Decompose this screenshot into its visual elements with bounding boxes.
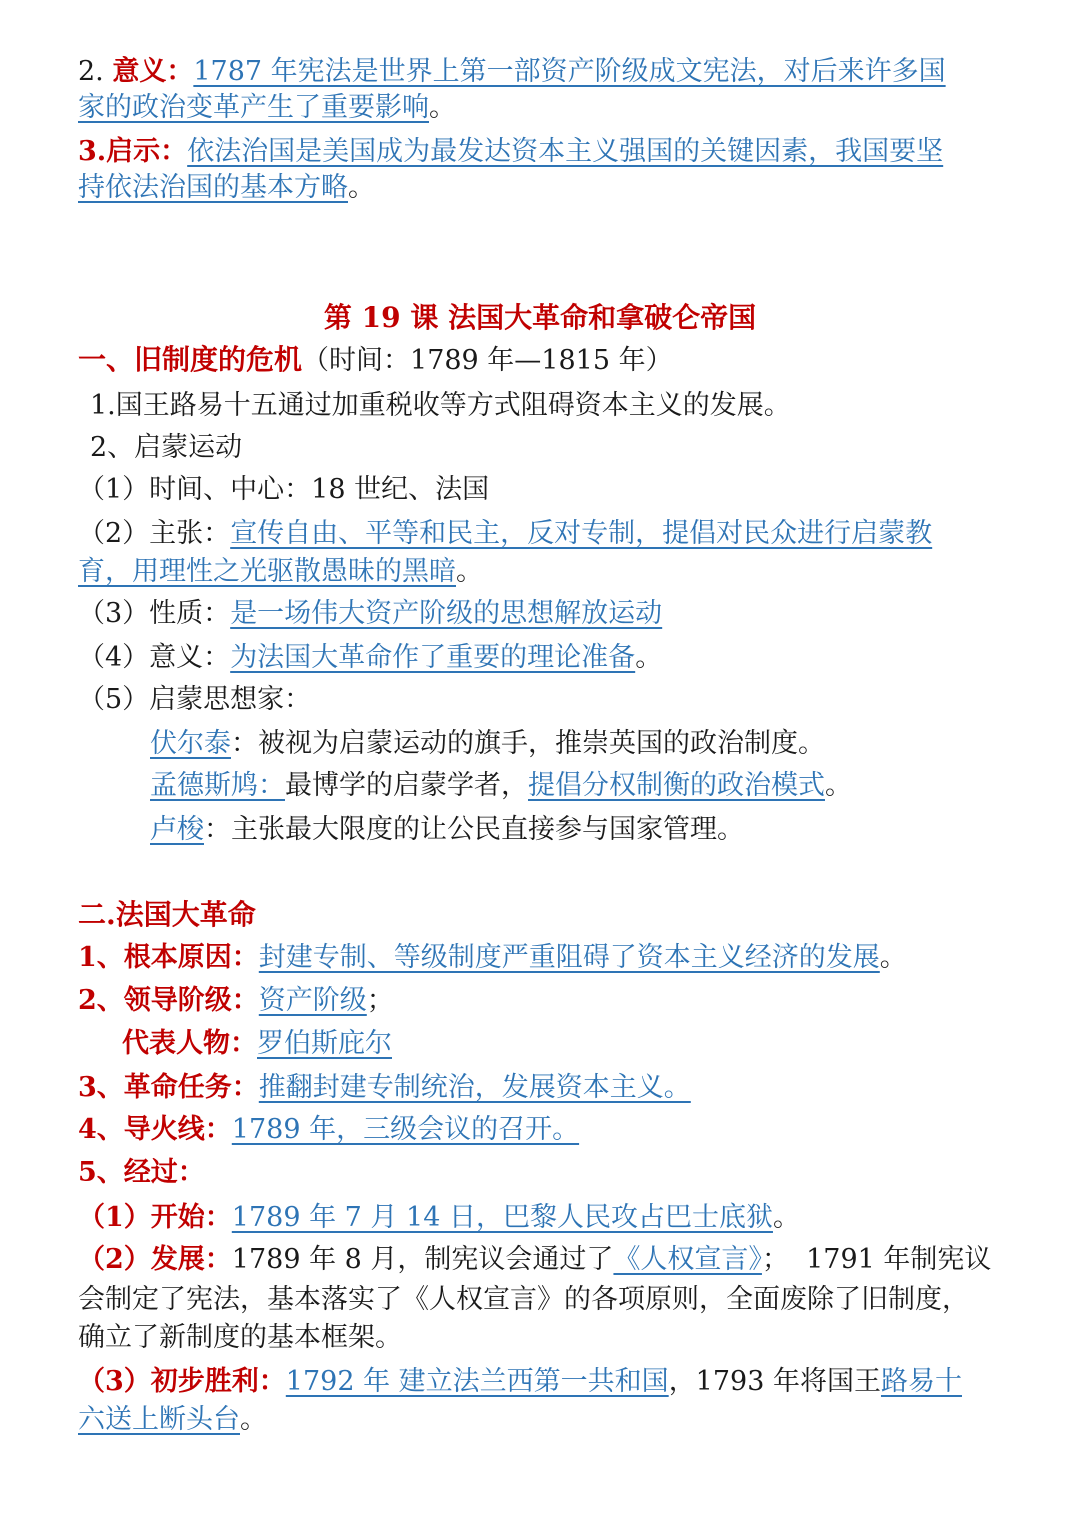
p5-text: 是一场伟大资产阶级的思想解放运动 — [230, 598, 663, 629]
r1-end: 。 — [879, 942, 907, 973]
section-2-title: 二.法国大革命 — [78, 898, 256, 931]
thinker-1-text: ：被视为启蒙运动的旗手，推崇英国的政治制度。 — [231, 728, 825, 759]
s2-link: 《人权宣言》 — [613, 1244, 762, 1275]
section-2-r6 — [78, 1153, 1008, 1193]
s1-end: 。 — [772, 1202, 800, 1233]
item-3-end: 。 — [348, 172, 375, 203]
thinker-montesquieu — [150, 766, 1080, 806]
thinker-2-link: 提倡分权制衡的政治模式 — [528, 770, 825, 801]
p4-end: 。 — [456, 556, 483, 587]
section-2-s2-line-3: 确立了新制度的基本框架。 — [78, 1322, 402, 1353]
section-2-s3-line-2 — [78, 1400, 1008, 1440]
item-2-end: 。 — [429, 92, 456, 123]
thinker-2-text: 最博学的启蒙学者， — [285, 770, 528, 801]
r4-text: 推翻封建专制统治，发展资本主义。 — [258, 1072, 691, 1103]
thinker-1-name: 伏尔泰 — [150, 728, 231, 759]
r2-text: 资产阶级 — [258, 985, 367, 1016]
s3-link-a: 1792 年 建立法兰西第一共和国 — [285, 1366, 669, 1397]
thinker-voltaire — [150, 724, 1080, 764]
item-3-label: 3.启示： — [78, 136, 188, 167]
r3-text: 罗伯斯庇尔 — [257, 1028, 392, 1059]
section-2-heading — [78, 895, 1008, 936]
p4-text-b: 育，用理性之光驱散愚昧的黑暗 — [78, 556, 456, 587]
item-2-label: 意义： — [112, 56, 194, 87]
thinker-rousseau — [150, 810, 1080, 850]
p6-label: （4）意义： — [78, 642, 231, 673]
section-2-r2 — [78, 981, 1008, 1021]
item-2-line-1 — [78, 52, 1008, 92]
item-3-text-b: 持依法治国的基本方略 — [78, 172, 348, 203]
s1-text: 1789 年 7 月 14 日，巴黎人民攻占巴士底狱 — [231, 1202, 773, 1233]
section-2-r3 — [122, 1024, 1052, 1064]
section-2-s3-line-1 — [78, 1362, 1008, 1402]
p4-label: （2）主张： — [78, 518, 231, 549]
s3-label: （3）初步胜利： — [78, 1366, 286, 1397]
s3-end: 。 — [240, 1404, 267, 1435]
thinker-3-text: ：主张最大限度的让公民直接参与国家管理。 — [204, 814, 744, 845]
s3-link-c: 六送上断头台 — [78, 1404, 240, 1435]
section-1-p4-line-2 — [78, 552, 1008, 592]
section-1-time: （时间：1789 年—1815 年） — [302, 345, 673, 376]
thinker-2-end: 。 — [825, 770, 852, 801]
r5-text: 1789 年，三级会议的召开。 — [231, 1114, 580, 1145]
section-1-heading — [78, 340, 1008, 381]
section-2-s2-line-1 — [78, 1240, 1008, 1280]
r5-label: 4、导火线： — [78, 1114, 232, 1145]
section-1-p2: 2、启蒙运动 — [90, 432, 243, 463]
s3-text: ，1793 年将国王 — [668, 1366, 881, 1397]
section-2-r4 — [78, 1068, 1008, 1108]
thinker-2-name: 孟德斯鸠： — [150, 770, 285, 801]
section-1-p7: （5）启蒙思想家： — [78, 684, 312, 715]
thinker-3-name: 卢梭 — [150, 814, 204, 845]
section-2-r5 — [78, 1110, 1008, 1150]
item-3-line-1 — [78, 132, 1008, 172]
section-1-title: 一、旧制度的危机 — [78, 343, 303, 376]
item-2-number: 2. — [78, 56, 113, 87]
r1-text: 封建专制、等级制度严重阻碍了资本主义经济的发展 — [258, 942, 880, 973]
section-2-s2-line-2: 会制定了宪法，基本落实了《人权宣言》的各项原则，全面废除了旧制度， — [78, 1284, 969, 1315]
p4-text-a: 宣传自由、平等和民主，反对专制，提倡对民众进行启蒙教 — [230, 518, 933, 549]
s2-text-a: 1789 年 8 月，制宪议会通过了 — [231, 1244, 614, 1275]
section-2-s1 — [78, 1198, 1008, 1238]
section-1-p6 — [78, 638, 1008, 678]
s2-label: （2）发展： — [78, 1244, 232, 1275]
p5-label: （3）性质： — [78, 598, 231, 629]
s3-link-b: 路易十 — [880, 1366, 962, 1397]
r1-label: 1、根本原因： — [78, 942, 259, 973]
r6-label: 5、经过： — [78, 1157, 205, 1188]
lesson-title: 第 19 课 法国大革命和拿破仑帝国 — [323, 301, 757, 334]
item-2-line-2 — [78, 88, 1008, 128]
r2-end: ； — [366, 985, 394, 1016]
r4-label: 3、革命任务： — [78, 1072, 259, 1103]
r2-label: 2、领导阶级： — [78, 985, 259, 1016]
r3-label: 代表人物： — [122, 1028, 257, 1059]
item-2-text-b: 家的政治变革产生了重要影响 — [78, 92, 429, 123]
section-1-p5 — [78, 594, 1008, 634]
section-1-p3: （1）时间、中心：18 世纪、法国 — [78, 474, 490, 505]
s1-label: （1）开始： — [78, 1202, 232, 1233]
item-3-text-a: 依法治国是美国成为最发达资本主义强国的关键因素，我国要坚 — [187, 136, 944, 167]
section-2-r1 — [78, 938, 1008, 978]
p6-text: 为法国大革命作了重要的理论准备 — [230, 642, 636, 673]
section-1-p1: 1.国王路易十五通过加重税收等方式阻碍资本主义的发展。 — [90, 390, 791, 421]
s2-text-b: ； 1791 年制宪议 — [761, 1244, 992, 1275]
item-2-text-a: 1787 年宪法是世界上第一部资产阶级成文宪法，对后来许多国 — [193, 56, 946, 87]
item-3-line-2 — [78, 168, 1008, 208]
p6-end: 。 — [635, 642, 663, 673]
section-1-p4-line-1 — [78, 514, 1008, 554]
